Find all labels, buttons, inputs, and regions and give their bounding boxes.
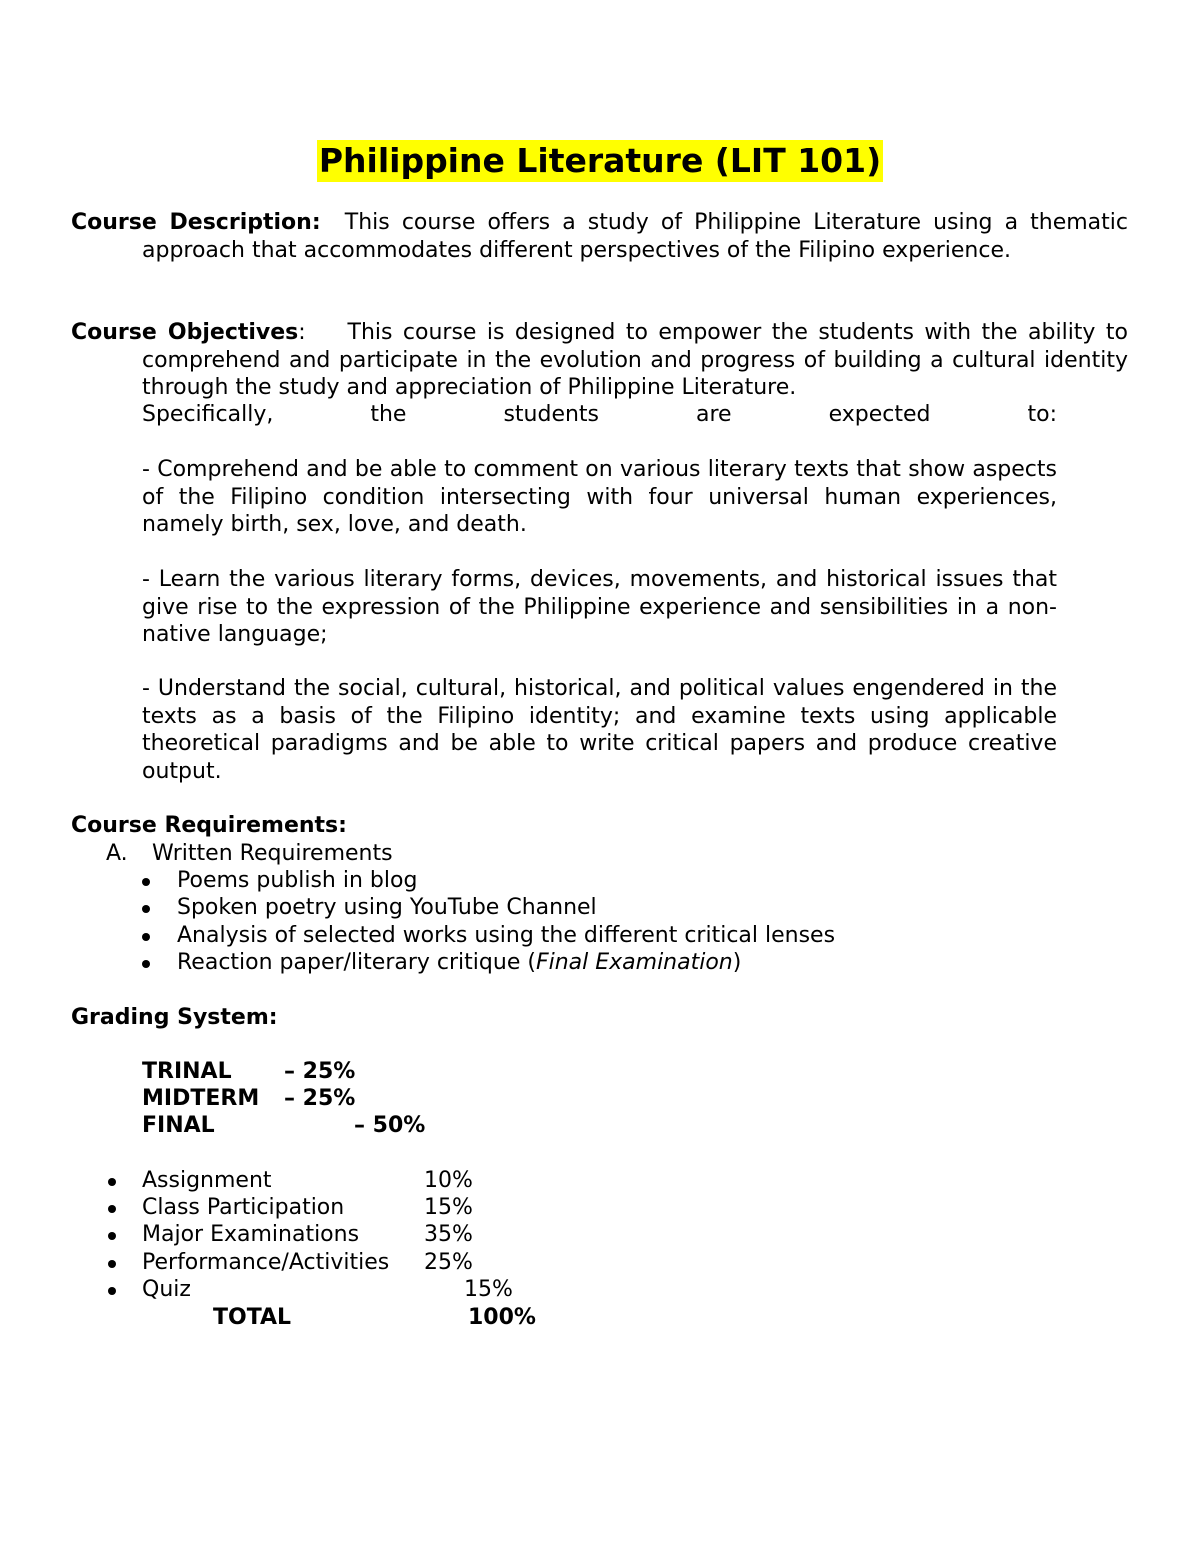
course-objectives-intro-last-line: Specifically, the students are expected to: <box>142 402 1057 427</box>
component-name: Performance/Activities <box>142 1249 390 1275</box>
list-item <box>106 1194 606 1221</box>
list-item: Analysis of selected works using the different critical lenses <box>142 922 835 949</box>
objective-item: - Comprehend and be able to comment on various literary texts that show aspects of the Filipino condition intersecting with four universal human experiences, namely birth, sex, love, and death. <box>142 457 1057 537</box>
course-description <box>71 209 1128 264</box>
requirements-list <box>142 867 835 977</box>
course-description-text: This course offers a study of Philippine Literature using a thematic approach that accommodates different perspectives of the Filipino experience. <box>142 210 1128 263</box>
component-name: Class Participation <box>142 1195 345 1221</box>
objective-item: - Understand the social, cultural, historical, and political values engendered in the texts as a basis of the Filipino identity; and examine texts using applicable theoretical paradigms and be able to write critical papers and produce creative output. <box>142 676 1057 784</box>
bullet-icon <box>142 905 150 913</box>
bullet-icon <box>108 1232 116 1240</box>
total-label: TOTAL <box>213 1305 292 1330</box>
term-name-final: FINAL <box>142 1113 215 1138</box>
bullet-icon <box>108 1287 116 1295</box>
list-item: Reaction paper/literary critique (Final Examination) <box>142 949 835 976</box>
term-value-final: – 50% <box>354 1113 426 1138</box>
component-name: Assignment <box>142 1168 272 1193</box>
bullet-icon <box>142 878 150 886</box>
course-objectives-label: Course Objectives <box>71 320 299 345</box>
course-objectives-intro: This course is designed to empower the students with the ability to comprehend and participate in the evolution and progress of building a cultural identity through the study and appreciation of Philippine Literature. <box>142 320 1128 400</box>
document-title: Philippine Literature (LIT 101) <box>318 141 882 180</box>
component-name: Major Examinations <box>142 1222 360 1248</box>
list-item <box>106 1276 606 1303</box>
term-name-trinal: TRINAL <box>142 1059 232 1084</box>
bullet-icon <box>108 1260 116 1268</box>
final-examination-emphasis: Final Examination <box>535 950 733 976</box>
bullet-icon <box>108 1205 116 1213</box>
component-name: Quiz <box>142 1276 191 1302</box>
component-percent: 15% <box>464 1276 513 1302</box>
term-name-midterm: MIDTERM <box>142 1086 260 1111</box>
total-value: 100% <box>468 1305 536 1330</box>
objective-item: - Learn the various literary forms, devices, movements, and historical issues that give rise to the expression of the Philippine experience and sensibilities in a non-native language; <box>142 567 1057 647</box>
grading-system-label: Grading System: <box>71 1005 278 1030</box>
course-description-label: Course Description: <box>71 210 321 235</box>
course-objectives: Course Objectives: This course is designed to empower the students with the ability to comprehend and participate in the evolution and progress of building a cultural identity through the study and appreciation of Philippine Literature. <box>71 320 1128 400</box>
grading-components-list <box>106 1167 606 1303</box>
component-percent: 10% <box>424 1168 473 1193</box>
term-value-trinal: – 25% <box>284 1059 356 1084</box>
list-item <box>106 1221 606 1248</box>
written-requirements-title: Written Requirements <box>152 841 393 866</box>
section-letter: A. <box>106 841 128 866</box>
list-item <box>106 1249 606 1276</box>
list-item <box>106 1167 606 1194</box>
component-percent: 35% <box>424 1222 473 1248</box>
component-percent: 15% <box>424 1195 473 1221</box>
list-item: Spoken poetry using YouTube Channel <box>142 894 835 921</box>
bullet-icon <box>142 933 150 941</box>
bullet-icon <box>108 1178 116 1186</box>
bullet-icon <box>142 960 150 968</box>
term-value-midterm: – 25% <box>284 1086 356 1111</box>
component-percent: 25% <box>424 1249 473 1275</box>
written-requirements-heading <box>106 840 393 868</box>
list-item: Poems publish in blog <box>142 867 835 894</box>
course-requirements-label: Course Requirements: <box>71 813 347 838</box>
